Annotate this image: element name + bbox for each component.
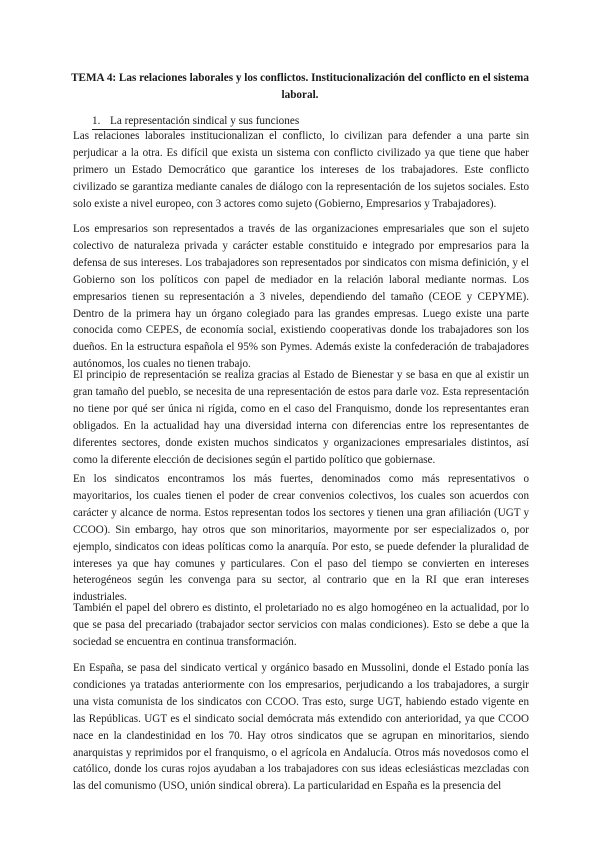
document-title: TEMA 4: Las relaciones laborales y los conflictos. Institucionalización del conflicto en el sistema laboral. — [71, 72, 529, 101]
paragraph: El principio de representación se realiza gracias al Estado de Bienestar y se basa en que al existir un gran tamaño del pueblo, se necesita de una representación de estos para darle voz. Esta representación no tiene por qué ser única ni rígida, como en el caso del Franquismo, donde los representantes eran obligados. En la actualidad hay una diversidad interna con diferencias entre los representantes de diferentes sectores, donde existen muchos sindicatos y organizaciones empresariales distintos, así como la diferente elección de decisiones según el partido político que gobiernase. — [73, 369, 529, 466]
paragraph: En los sindicatos encontramos los más fuertes, denominados como más representativos o mayoritarios, los cuales tienen el poder de crear convenios colectivos, los cuales son acuerdos con carácter y alcance de norma. Estos representan todos los sectores y tienen una gran afiliación (UGT y CCOO). Sin embargo, hay otros que son minoritarios, mayormente por ser especializados o, por ejemplo, sindicatos con ideas políticas como la anarquía. Por esto, se puede defender la pluralidad de intereses ya que hay comunes y particulares. Con el paso del tiempo se convierten en intereses heterogéneos según les convenga para su sector, al contrario que en la RI que eran intereses industriales. — [73, 473, 529, 604]
paragraph: Las relaciones laborales institucionalizan el conflicto, lo civilizan para defender a una parte sin perjudicar a la otra. Es difícil que exista un sistema con conflicto civilizado ya que tiene que haber primero un Estado Democrático que garantice los intereses de los trabajadores. Este conflicto civilizado se garantiza mediante canales de diálogo con la representación de los sujetos sociales. Esto solo existe a nivel europeo, con 3 actores como sujeto (Gobierno, Empresarios y Trabajadores). — [73, 130, 529, 210]
paragraph: En España, se pasa del sindicato vertical y orgánico basado en Mussolini, donde el Estado ponía las condiciones ya tratadas anteriormente con los empresarios, perjudicando a los trabajadores, a surgir una vista comunista de los sindicatos con CCOO. Tras esto, surge UGT, habiendo estado vigente en las Repúblicas. UGT es el sindicato social demócrata más extendido con anterioridad, ya que CCOO nace en la clandestinidad en los 70. Hay otros sindicatos que se agrupan en minoritarios, siendo anarquistas y reprimidos por el franquismo, o el agrícola en Andalucía. Otros más novedosos como el católico, donde los curas rojos ayudaban a los trabajadores con sus ideas eclesiásticas mezcladas con las del comunismo (USO, unión sindical obrera). La particularidad en España es la presencia del — [73, 662, 529, 793]
section-number: 1. — [92, 115, 101, 127]
paragraph: También el papel del obrero es distinto, el proletariado no es algo homogéneo en la actualidad, por lo que se pasa del precariado (trabajador sector servicios con malas condiciones). Esto se debe a que la sociedad se encuentra en continua transformación. — [73, 602, 529, 648]
section-heading-text: La representación sindical y sus funciones — [110, 115, 300, 127]
paragraph: Los empresarios son representados a través de las organizaciones empresariales que son el sujeto colectivo de naturaleza privada y carácter estable constituido e integrado por empresarios para la defensa de sus intereses. Los trabajadores son representados por sindicatos con misma definición, y el Gobierno son los políticos con papel de mediador en la relación laboral mediante normas. Los empresarios tienen su representación a 3 niveles, dependiendo del tamaño (CEOE y CEPYME). Dentro de la primera hay un órgano colegiado para las grandes empresas. Luego existe una parte conocida como CEPES, de economía social, existiendo cooperativas donde los trabajadores son los dueños. En la estructura española el 95% son Pymes. Además existe la confederación de trabajadores autónomos, los cuales no tienen trabajo. — [73, 223, 529, 371]
